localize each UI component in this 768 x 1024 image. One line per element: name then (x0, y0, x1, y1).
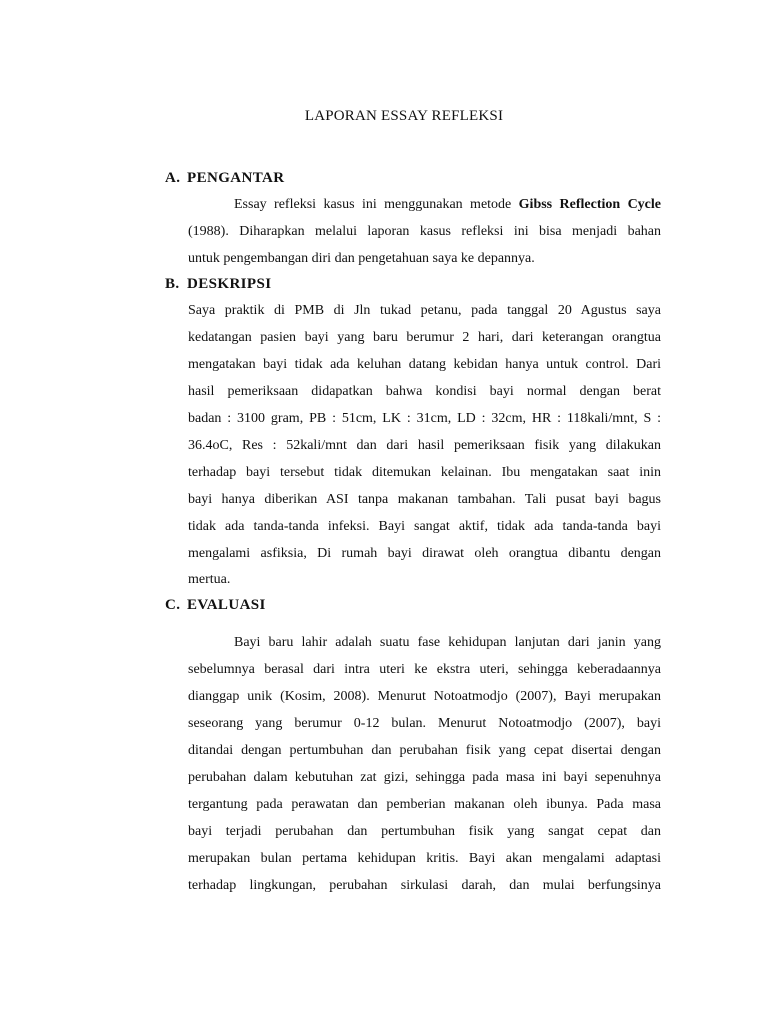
section-c-letter: C. (165, 597, 181, 613)
section-b-line-6: 36.4oC, Res : 52kali/mnt dan dari hasil pemeriksaan fisik yang dilakukan (188, 438, 661, 453)
section-a-line-1-text: Essay refleksi kasus ini menggunakan metode (234, 197, 519, 212)
section-b-letter: B. (165, 276, 180, 292)
section-b-line-1: Saya praktik di PMB di Jln tukad petanu, pada tanggal 20 Agustus saya (188, 303, 661, 318)
section-b-title: DESKRIPSI (187, 276, 272, 292)
section-a-letter: A. (165, 170, 181, 186)
section-b-line-2: kedatangan pasien bayi yang baru berumur 2 hari, dari keterangan orangtua (188, 330, 661, 345)
section-b-line-9: tidak ada tanda-tanda infeksi. Bayi sangat aktif, tidak ada tanda-tanda bayi (188, 519, 661, 534)
section-c-line-8: bayi terjadi perubahan dan pertumbuhan fisik yang sangat cepat dan (188, 824, 661, 839)
section-c-line-5: ditandai dengan pertumbuhan dan perubahan fisik yang cepat disertai dengan (188, 743, 661, 758)
section-c-line-6: perubahan dalam kebutuhan zat gizi, sehingga pada masa ini bayi sepenuhnya (188, 770, 661, 785)
section-a-title: PENGANTAR (187, 170, 285, 186)
section-c-line-7: tergantung pada perawatan dan pemberian makanan oleh ibunya. Pada masa (188, 797, 661, 812)
document-title: LAPORAN ESSAY REFLEKSI (304, 108, 504, 124)
section-a-line-1 (234, 196, 661, 214)
section-a-line-3: untuk pengembangan diri dan pengetahuan saya ke depannya. (188, 251, 535, 266)
section-b-line-3: mengatakan bayi tidak ada keluhan datang kebidan hanya untuk control. Dari (188, 357, 661, 372)
section-a-line-2: (1988). Diharapkan melalui laporan kasus refleksi ini bisa menjadi bahan (188, 224, 661, 239)
section-b-line-8: bayi hanya diberikan ASI tanpa makanan tambahan. Tali pusat bayi bagus (188, 492, 661, 507)
method-name: Gibss Reflection Cycle (518, 197, 661, 212)
section-c-line-9: merupakan bulan pertama kehidupan kritis. Bayi akan mengalami adaptasi (188, 851, 661, 866)
section-b-line-5: badan : 3100 gram, PB : 51cm, LK : 31cm, LD : 32cm, HR : 118kali/mnt, S : (188, 411, 661, 426)
section-c-line-1: Bayi baru lahir adalah suatu fase kehidupan lanjutan dari janin yang (234, 635, 661, 650)
section-b-line-4: hasil pemeriksaan didapatkan bahwa kondisi bayi normal dengan berat (188, 384, 661, 399)
section-c-line-2: sebelumnya berasal dari intra uteri ke ekstra uteri, sehingga keberadaannya (188, 662, 661, 677)
section-b-line-10: mengalami asfiksia, Di rumah bayi dirawat oleh orangtua dibantu dengan (188, 546, 661, 561)
section-c-line-10: terhadap lingkungan, perubahan sirkulasi darah, dan mulai berfungsinya (188, 878, 661, 893)
section-b-heading (165, 276, 271, 293)
section-b-line-11: mertua. (188, 572, 231, 587)
section-c-title: EVALUASI (187, 597, 266, 613)
section-c-line-4: seseorang yang berumur 0-12 bulan. Menurut Notoatmodjo (2007), bayi (188, 716, 661, 731)
section-a-heading (165, 170, 285, 187)
section-b-line-7: terhadap bayi tersebut tidak ditemukan kelainan. Ibu mengatakan saat inin (188, 465, 661, 480)
section-c-heading (165, 597, 266, 614)
section-c-line-3: dianggap unik (Kosim, 2008). Menurut Notoatmodjo (2007), Bayi merupakan (188, 689, 661, 704)
